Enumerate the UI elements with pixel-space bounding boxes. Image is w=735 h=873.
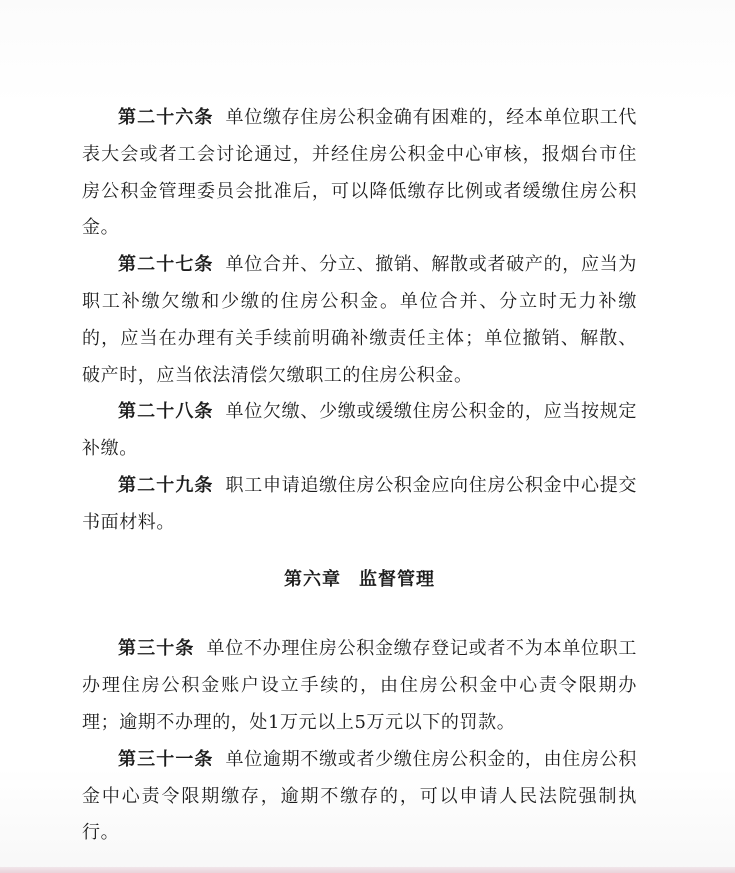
article-title: 第三十条 bbox=[118, 638, 195, 660]
page-bottom-edge bbox=[0, 867, 735, 873]
chapter-heading bbox=[82, 562, 637, 599]
article-text: 单位不办理住房公积金缴存登记或者不为本单位职工办理住房公积金账户设立手续的，由住房公积金中心责令限期办理；逾期不办理的，处1万元以上5万元以下的罚款。 bbox=[82, 638, 637, 733]
article-28 bbox=[82, 394, 637, 468]
article-text: 职工申请追缴住房公积金应向住房公积金中心提交书面材料。 bbox=[82, 474, 638, 533]
article-text: 单位欠缴、少缴或缓缴住房公积金的，应当按规定补缴。 bbox=[82, 401, 638, 460]
article-text: 单位逾期不缴或者少缴住房公积金的，由住房公积金中心责令限期缴存，逾期不缴存的，可以申请人民法院强制执行。 bbox=[82, 748, 638, 844]
chapter-number: 第六章 bbox=[284, 568, 341, 590]
article-title: 第二十九条 bbox=[118, 474, 214, 496]
article-30 bbox=[82, 631, 637, 741]
article-31 bbox=[82, 742, 637, 852]
article-title: 第二十八条 bbox=[118, 401, 214, 423]
article-title: 第三十一条 bbox=[118, 748, 214, 770]
article-27 bbox=[82, 247, 637, 394]
chapter-name: 监督管理 bbox=[359, 568, 435, 590]
article-title: 第二十七条 bbox=[118, 254, 214, 276]
document-body bbox=[82, 100, 637, 852]
article-text: 单位合并、分立、撤销、解散或者破产的，应当为职工补缴欠缴和少缴的住房公积金。单位合并、分立时无力补缴的，应当在办理有关手续前明确补缴责任主体；单位撤销、解散、破产时，应当依法清偿欠缴职工的住房公积金。 bbox=[82, 254, 638, 386]
article-text: 单位缴存住房公积金确有困难的，经本单位职工代表大会或者工会讨论通过，并经住房公积金中心审核，报烟台市住房公积金管理委员会批准后，可以降低缴存比例或者缓缴住房公积金。 bbox=[82, 107, 638, 239]
article-title: 第二十六条 bbox=[118, 107, 214, 128]
article-29 bbox=[82, 468, 637, 542]
article-26 bbox=[82, 100, 637, 247]
